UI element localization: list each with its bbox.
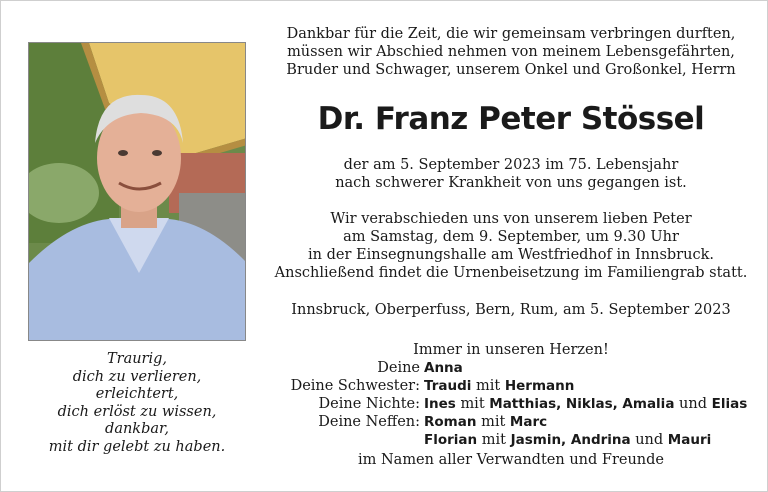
heart-line: Immer in unseren Herzen! [413, 342, 609, 358]
mourner-name: Hermann [504, 378, 575, 394]
funeral-line: in der Einsegnungshalle am Westfriedhof in Innsbruck. [308, 247, 714, 263]
mourner-conj: und [635, 432, 664, 448]
poem-line: Traurig, [106, 351, 168, 367]
mourner-name: Matthias, Niklas, Amalia [489, 396, 675, 412]
mourner-row [263, 377, 759, 395]
poem-line: dich erlöst zu wissen, [57, 403, 217, 420]
mourner-conj: mit [481, 432, 506, 448]
mourners-list [263, 359, 759, 449]
mourner-label: Deine Neffen: [318, 414, 420, 430]
funeral-line: am Samstag, dem 9. September, um 9.30 Uhr [343, 229, 679, 245]
poem [28, 351, 246, 456]
mourner-name: Marc [509, 414, 548, 430]
mourner-name: Anna [424, 360, 463, 376]
funeral-info [263, 210, 759, 282]
portrait-photo [28, 42, 246, 341]
intro-line: Bruder und Schwager, unserem Onkel und Großonkel, Herrn [286, 62, 736, 78]
mourner-row [263, 395, 759, 413]
mourner-name: Traudi [424, 378, 472, 394]
deceased-name: Dr. Franz Peter Stössel [317, 101, 705, 137]
place-date: Innsbruck, Oberperfuss, Bern, Rum, am 5. September 2023 [291, 302, 731, 318]
poem-line: erleichtert, [95, 386, 179, 402]
mourner-name: Florian [424, 432, 478, 448]
death-line: der am 5. September 2023 im 75. Lebensjahr [343, 157, 679, 173]
mourner-label: Deine [377, 360, 420, 376]
death-notice [263, 156, 759, 192]
closing-line: im Namen aller Verwandten und Freunde [357, 452, 664, 468]
mourner-name: Elias [711, 396, 748, 412]
poem-line: dich zu verlieren, [72, 368, 202, 385]
mourner-label: Deine Nichte: [318, 396, 420, 412]
mourner-label: Deine Schwester: [290, 378, 420, 394]
mourner-name: Jasmin, Andrina [510, 432, 631, 448]
poem-line: mit dir gelebt zu haben. [48, 438, 226, 455]
mourner-name: Mauri [667, 432, 712, 448]
intro-line: Dankbar für die Zeit, die wir gemeinsam verbringen durften, [286, 26, 736, 42]
intro-line: müssen wir Abschied nehmen von meinem Lebensgefährten, [287, 44, 735, 60]
mourner-name: Roman [424, 414, 477, 430]
mourner-row [263, 413, 759, 431]
poem-line: dankbar, [105, 421, 169, 437]
death-line: nach schwerer Krankheit von uns gegangen ist. [335, 175, 687, 191]
mourner-conj: und [679, 396, 708, 412]
mourner-conj: mit [481, 414, 506, 430]
funeral-line: Anschließend findet die Urnenbeisetzung im Familiengrab statt. [274, 265, 748, 281]
funeral-line: Wir verabschieden uns von unserem lieben Peter [330, 211, 692, 227]
mourner-name: Ines [424, 396, 456, 412]
mourner-row [263, 431, 759, 449]
intro-text [263, 25, 759, 79]
mourner-conj: mit [476, 378, 501, 394]
mourner-row [263, 359, 759, 377]
mourner-conj: mit [460, 396, 485, 412]
